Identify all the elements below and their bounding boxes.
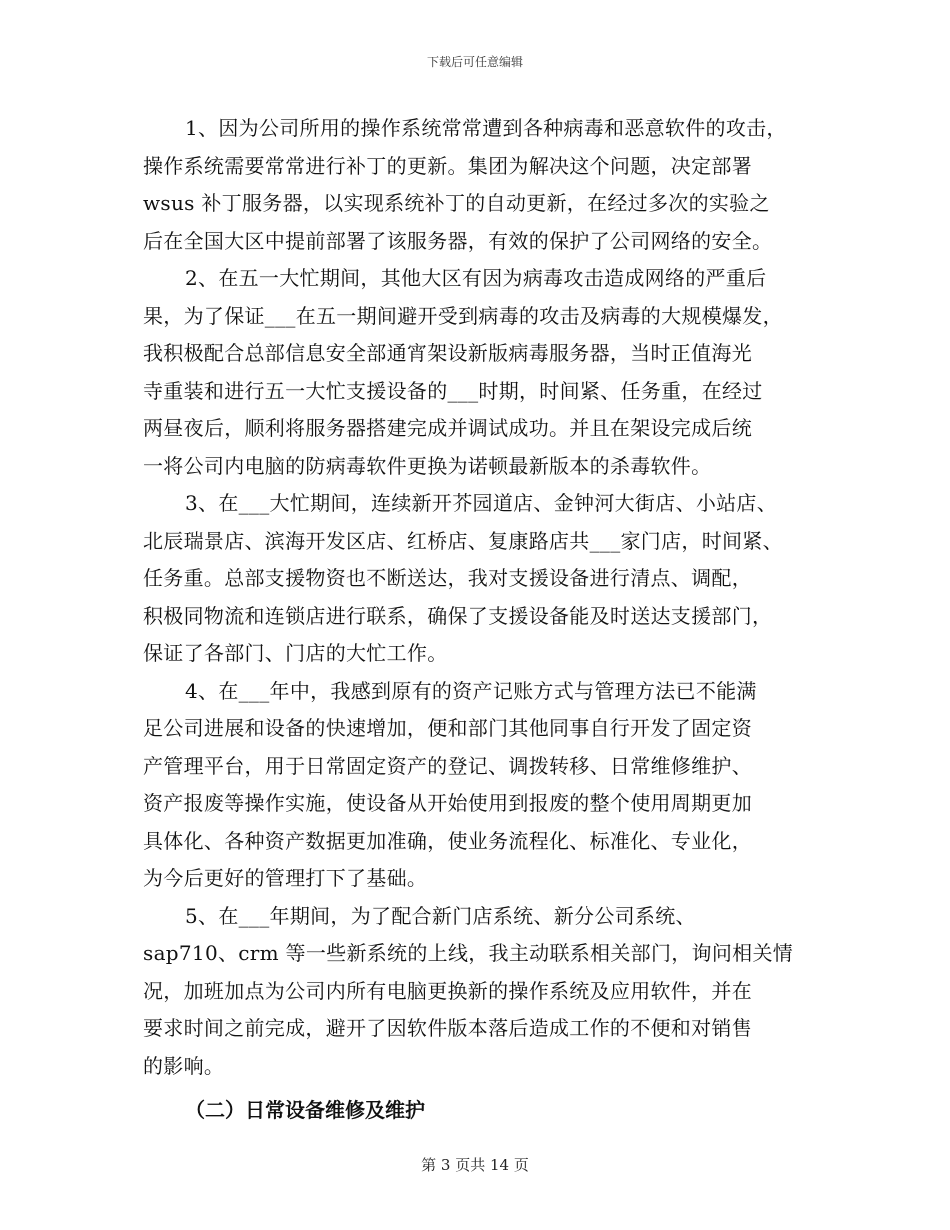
text-line: 我积极配合总部信息安全部通宵架设新版病毒服务器，当时正值海光 xyxy=(143,341,752,365)
text-line: 果，为了保证___在五一期间避开受到病毒的攻击及病毒的大规模爆发， xyxy=(143,303,783,328)
text-line: 任务重。总部支援物资也不断送达，我对支援设备进行清点、调配， xyxy=(143,566,752,590)
text-line: 的影响。 xyxy=(143,1053,225,1078)
text-line: 两昼夜后，顺利将服务器搭建完成并调试成功。并且在架设完成后统 xyxy=(143,416,752,440)
text-line: 5、在___年期间，为了配合新门店系统、新分公司系统、 xyxy=(185,903,696,928)
text-line: sap710、crm 等一些新系统的上线，我主动联系相关部门，询问相关情 xyxy=(143,941,794,965)
text-line: 4、在___年中，我感到原有的资产记账方式与管理方法已不能满 xyxy=(185,678,757,703)
paragraph-1 xyxy=(143,110,818,260)
document-body xyxy=(143,110,818,1135)
section-heading: （二）日常设备维修及维护 xyxy=(185,1098,425,1122)
text-line: 1、因为公司所用的操作系统常常遭到各种病毒和恶意软件的攻击， xyxy=(185,116,787,140)
text-line: 北辰瑞景店、滨海开发区店、红桥店、复康路店共___家门店，时间紧、 xyxy=(143,528,783,553)
text-line: 3、在___大忙期间，连续新开芥园道店、金钟河大街店、小站店、 xyxy=(185,491,778,515)
paragraph-5 xyxy=(143,898,818,1086)
page-header: 下载后可任意编辑 xyxy=(426,55,523,69)
text-line: 2、在五一大忙期间，其他大区有因为病毒攻击造成网络的严重后 xyxy=(185,266,767,290)
text-line: 为今后更好的管理打下了基础。 xyxy=(143,866,428,890)
text-line: 资产报废等操作实施，使设备从开始使用到报废的整个使用周期更加 xyxy=(143,791,752,815)
text-line: 产管理平台，用于日常固定资产的登记、调拨转移、日常维修维护、 xyxy=(143,753,752,778)
text-line: 一将公司内电脑的防病毒软件更换为诺顿最新版本的杀毒软件。 xyxy=(143,453,712,478)
text-line: wsus 补丁服务器，以实现系统补丁的自动更新，在经过多次的实验之 xyxy=(143,191,770,215)
page-footer: 第 3 页共 14 页 xyxy=(421,1156,529,1174)
text-line: 寺重装和进行五一大忙支援设备的___时期，时间紧、任务重，在经过 xyxy=(143,378,763,403)
text-line: 后在全国大区中提前部署了该服务器，有效的保护了公司网络的安全。 xyxy=(143,228,773,253)
text-line: 具体化、各种资产数据更加准确，使业务流程化、标准化、专业化， xyxy=(143,828,752,853)
paragraph-3 xyxy=(143,485,818,673)
text-line: 操作系统需要常常进行补丁的更新。集团为解决这个问题，决定部署 xyxy=(143,153,752,178)
text-line: 足公司进展和设备的快速增加，便和部门其他同事自行开发了固定资 xyxy=(143,716,752,740)
text-line: 况，加班加点为公司内所有电脑更换新的操作系统及应用软件，并在 xyxy=(143,978,752,1003)
text-line: 积极同物流和连锁店进行联系，确保了支援设备能及时送达支援部门， xyxy=(143,603,773,628)
text-line: 保证了各部门、门店的大忙工作。 xyxy=(143,641,448,665)
paragraph-2 xyxy=(143,260,818,485)
paragraph-4 xyxy=(143,673,818,898)
text-line: 要求时间之前完成，避开了因软件版本落后造成工作的不便和对销售 xyxy=(143,1016,752,1040)
